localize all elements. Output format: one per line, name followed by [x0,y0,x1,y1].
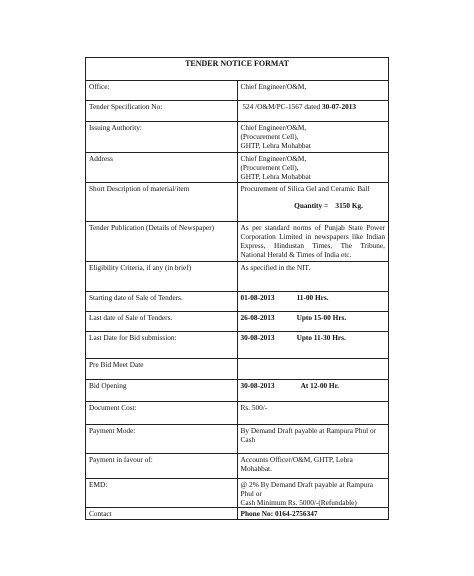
payment-favour-label: Payment in favour of: [86,454,238,479]
description-label: Short Description of material/item [86,183,238,222]
last-bid-value: 30-08-2013 Upto 11-30 Hrs. [237,332,389,359]
start-sale-value: 01-08-2013 11-00 Hrs. [237,292,389,312]
document-cost-value: Rs. 500/- [237,402,389,425]
payment-mode-value: By Demand Draft payable at Rampura Phul or Cash [237,425,389,454]
office-value: Chief Engineer/O&M, [237,81,389,101]
address-value: Chief Engineer/O&M, (Procurement Cell), GHTP, Lehra Mohabbat [237,153,389,183]
eligibility-label: Eligibility Criteria, if any (in brief) [86,262,238,292]
last-sale-value: 26-08-2013 Upto 15-00 Hrs. [237,312,389,332]
tender-spec-value: 524 /O&M/PC-1567 dated 30-07-2013 [237,101,389,122]
eligibility-value: As specified in the NIT. [237,262,389,292]
office-label: Office: [86,81,238,101]
description-value: Procurement of Silica Gel and Ceramic Ball Quantity = 3150 Kg. [237,183,389,222]
bid-opening-value: 30-08-2013 At 12-00 Hr. [237,380,389,402]
publication-label: Tender Publication (Details of Newspaper) [86,222,238,262]
tender-spec-label: Tender Specification No: [86,101,238,122]
bid-opening-label: Bid Opening [86,380,238,402]
issuing-authority-label: Issuing Authority: [86,122,238,153]
start-sale-label: Starting date of Sale of Tenders. [86,292,238,312]
payment-favour-value: Accounts Officer/O&M, GHTP, Lehra Mohabbat. [237,454,389,479]
emd-label: EMD: [86,479,238,508]
publication-value: As per standard norms of Punjab State Power Corporation Limited in newspapers like Indian Express, Hindustan Times, The Tribune, National Herald & Times of India etc. [237,222,389,262]
last-bid-label: Last Date for Bid submission: [86,332,238,359]
issuing-authority-value: Chief Engineer/O&M, (Procurement Cell), GHTP, Lehra Mohabbat [237,122,389,153]
tender-notice-table [85,57,389,520]
document-cost-label: Document Cost: [86,402,238,425]
payment-mode-label: Payment Mode: [86,425,238,454]
contact-value: Phone No: 0164-2756347 [237,508,389,520]
emd-value: @ 2% By Demand Draft payable at Rampura Phul or Cash Minimum Rs. 5000/-(Refundable) [237,479,389,508]
document-title: TENDER NOTICE FORMAT [86,58,389,81]
pre-bid-label: Pre Bid Meet Date [86,359,238,380]
pre-bid-value [237,359,389,380]
address-label: Address [86,153,238,183]
last-sale-label: Last date of Sale of Tenders. [86,312,238,332]
contact-label: Contact [86,508,238,520]
